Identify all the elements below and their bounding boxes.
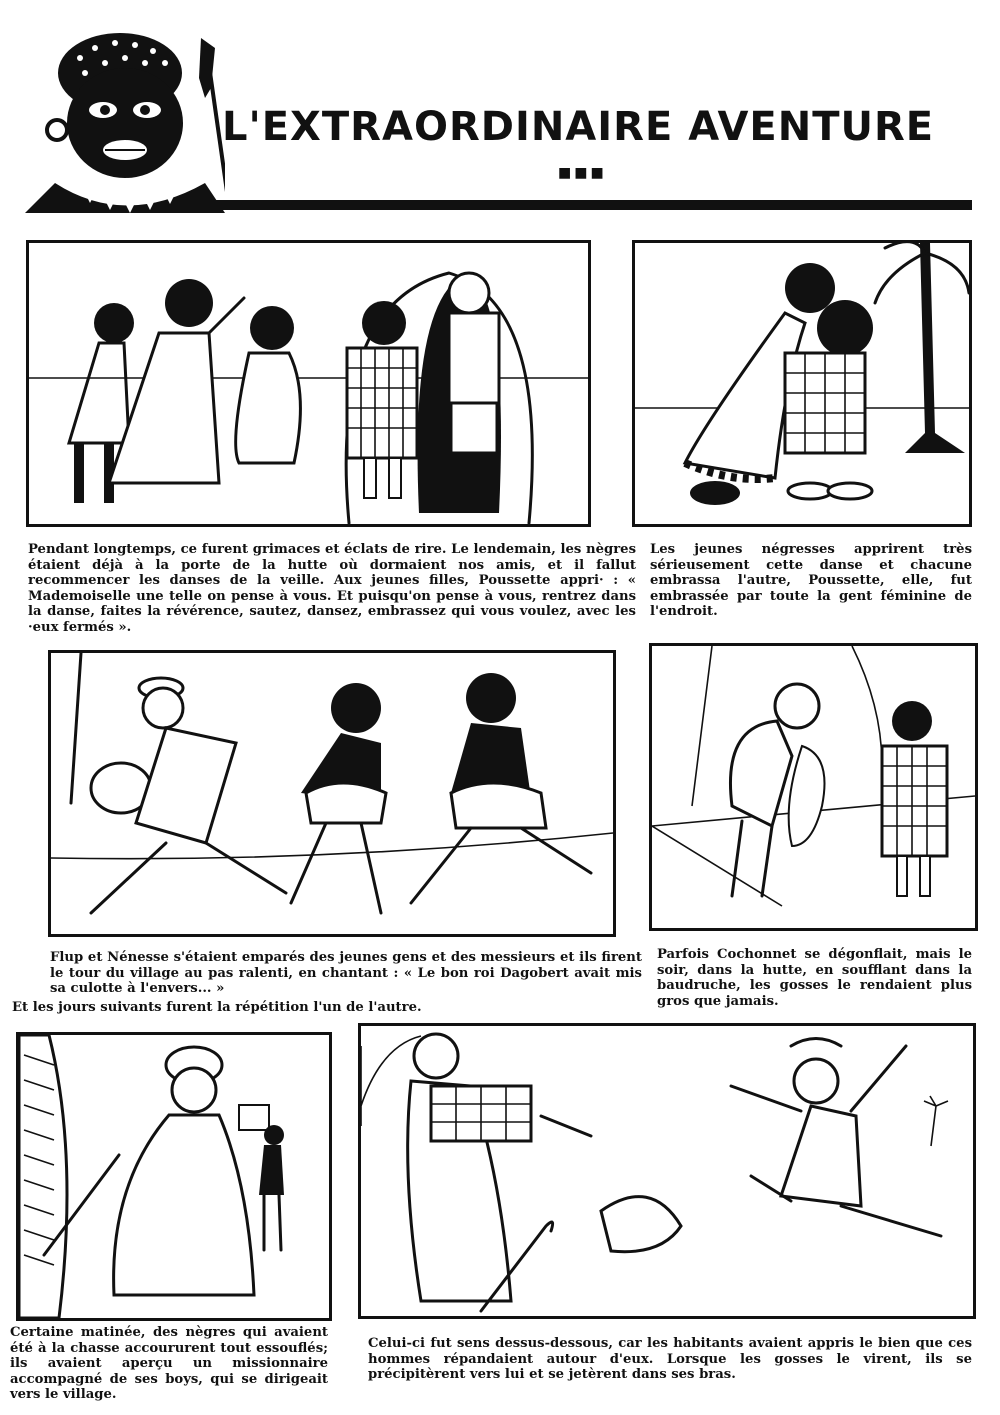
caption-4: Parfois Cochonnet se dégonflait, mais le soir, dans la hutte, en soufflant dans la baudruche, les gosses le rendaient plus gros que jamais. — [657, 947, 972, 1009]
caption-5: Certaine matinée, des nègres qui avaient été à la chasse accoururent tout essouflés; ils avaient aperçu un missionnaire accompagné de ses boys, qui se dirigeait vers le village. — [10, 1325, 328, 1402]
caption-2: Les jeunes négresses apprirent très sérieusement cette danse et chacune embrassa l'autre, Poussette, elle, fut embrassée par toute la gent féminine de l'endroit. — [650, 542, 972, 619]
header-rule — [200, 200, 972, 210]
panel-welcome — [358, 1023, 976, 1319]
panel-parade — [48, 650, 616, 937]
caption-6: Celui-ci fut sens dessus-dessous, car les habitants avaient appris le bien que ces hommes répandaient autour d'eux. Lorsque les gosses le virent, ils se précipitèrent vers lui et se jetèrent dans ses bras. — [368, 1336, 972, 1382]
panel-embrace — [632, 240, 972, 527]
panel-village-dance — [26, 240, 591, 527]
page-title: L'EXTRAORDINAIRE AVENTURE — [222, 104, 935, 150]
caption-3b: Et les jours suivants furent la répétition l'un de l'autre. — [12, 1000, 422, 1015]
caption-3: Flup et Nénesse s'étaient emparés des jeunes gens et des messieurs et ils firent le tour du village au pas ralenti, en chantant : « Le bon roi Dagobert avait mis sa culotte à l'envers... » — [50, 950, 642, 996]
panel-cochonnet — [649, 643, 978, 931]
panel-missionary — [16, 1032, 332, 1321]
caption-1: Pendant longtemps, ce furent grimaces et éclats de rire. Le lendemain, les nègres étaient déjà à la porte de la hutte où dormaient nos amis, et il fallut recommencer les danses de la veille. Aux jeunes filles, Poussette appri· : « Mademoiselle une telle on pense à vous. Et puisqu'on pense à vous, rentrez dans la danse, faites la révérence, sautez, dansez, embrassez qui vous voulez, avec les ·eux fermés ». — [28, 542, 636, 635]
header-portrait — [25, 18, 225, 213]
title-ornament: ■■■ — [558, 165, 607, 181]
